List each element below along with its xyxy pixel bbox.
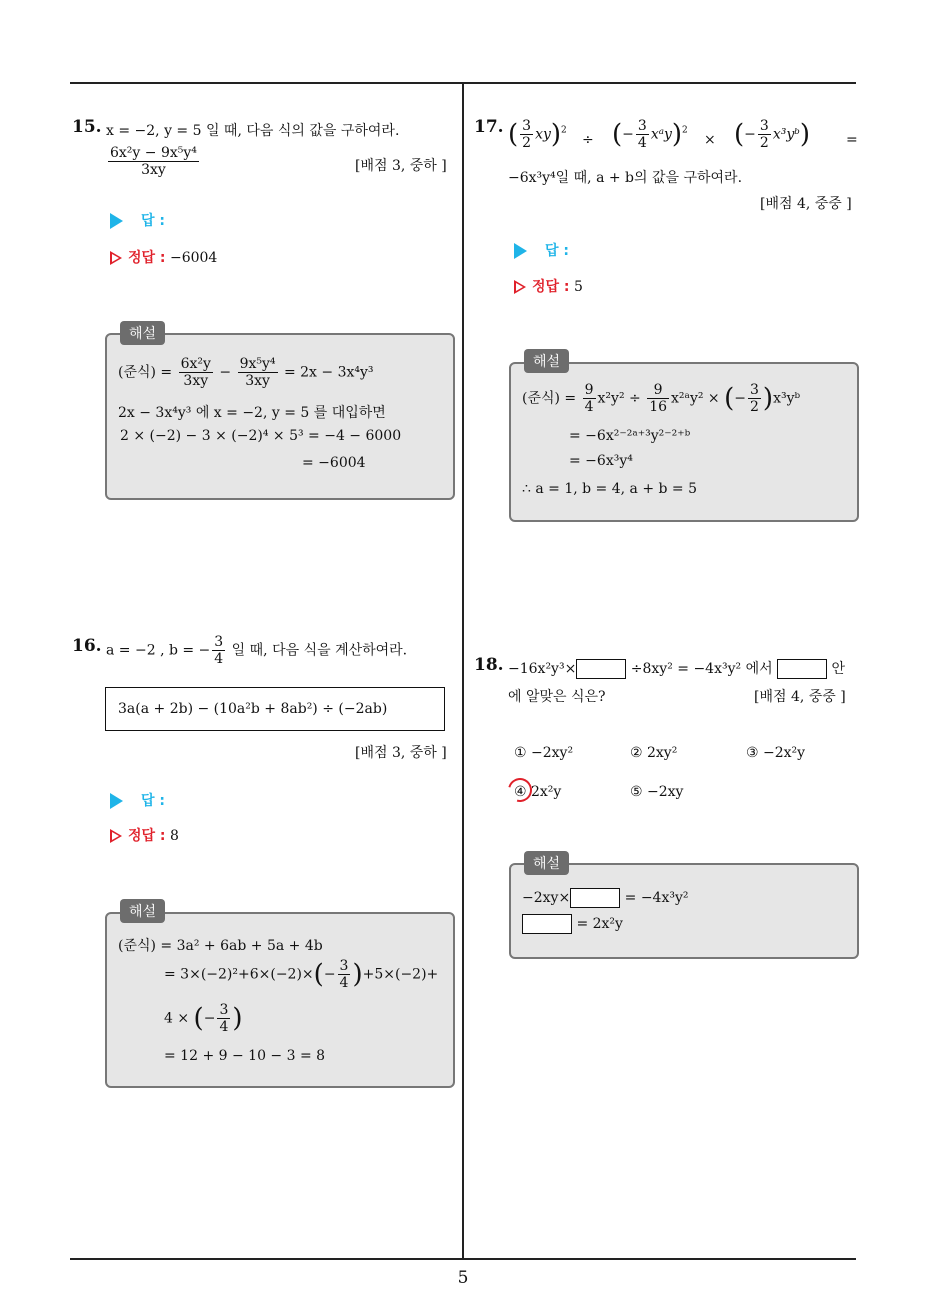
q18-option-3[interactable]: ③ −2x²y — [746, 745, 806, 761]
q18-number: 18. — [474, 655, 504, 675]
q15-sol-line2: 2x − 3x⁴y³ 에 x = −2, y = 5 를 대입하면 — [118, 405, 386, 421]
q15-solution-tag: 해설 — [120, 321, 165, 345]
q16-sol-line3: 4 × (− $\frac{3}{4}$ ) — [164, 1002, 243, 1036]
q17-mul: × — [704, 132, 716, 148]
correct-value: −6004 — [169, 250, 218, 266]
q15-number: 15. — [72, 117, 102, 137]
q16-number: 16. — [72, 636, 102, 656]
q17-sol-line3: = −6x³y⁴ — [569, 453, 633, 469]
q18-score: [배점 4, 중중 ] — [754, 689, 846, 705]
q17-sol-line4: ∴ a = 1, b = 4, a + b = 5 — [522, 481, 698, 497]
q16-text: a = −2 , b = − $\frac{3}{4}$ 일 때, 다음 식을 계산하여라. — [106, 634, 408, 668]
q17-text-line2: −6x³y⁴일 때, a + b의 값을 구하여라. — [508, 170, 743, 186]
answer-label: 답 : — [141, 793, 165, 809]
q16-score: [배점 3, 중하 ] — [355, 745, 447, 761]
answer-triangle-icon — [110, 213, 123, 229]
q16-expression: 3a(a + 2b) − (10a²b + 8ab²) ÷ (−2ab) — [118, 701, 388, 717]
q18-text-line2: 에 알맞은 식은? — [508, 689, 606, 705]
q17-term3: (− $\frac{3}{2}$ x³yᵇ) — [734, 118, 810, 152]
correct-label: 정답 : — [532, 279, 570, 295]
q15-answer — [110, 210, 165, 230]
correct-label: 정답 : — [128, 250, 166, 266]
correct-triangle-icon — [514, 280, 526, 294]
q17-solution-tag: 해설 — [524, 349, 569, 373]
q17-correct — [514, 276, 583, 296]
q15-expression — [106, 145, 201, 178]
correct-value: 5 — [573, 279, 583, 295]
answer-label: 답 : — [141, 213, 165, 229]
correct-triangle-icon — [110, 829, 122, 843]
q16-answer — [110, 790, 165, 810]
q18-option-4[interactable]: ④ 2x²y — [514, 784, 562, 800]
blank-box — [570, 888, 620, 908]
q17-eq: = — [846, 132, 858, 148]
q18-solution-box — [509, 863, 859, 959]
q17-number: 17. — [474, 117, 504, 137]
q16-sol-line1: (준식) = 3a² + 6ab + 5a + 4b — [118, 938, 323, 954]
q15-correct — [110, 247, 217, 267]
q15-frac-num: 6x²y − 9x⁵y⁴ — [110, 145, 197, 161]
q17-sol-line2: = −6x²⁻²ᵃ⁺³y²⁻²⁺ᵇ — [569, 428, 691, 444]
q18-text-line1: −16x²y³× ÷8xy² = −4x³y² 에서 안 — [508, 661, 846, 677]
blank-box — [576, 659, 626, 679]
q18-sol-line2: = 2x²y — [522, 914, 623, 934]
q15-sol-line3: 2 × (−2) − 3 × (−2)⁴ × 5³ = −4 − 6000 — [120, 428, 402, 444]
page-number: 5 — [457, 1268, 469, 1288]
blank-box — [777, 659, 827, 679]
q15-sol-line4: = −6004 — [302, 455, 366, 471]
answer-triangle-icon — [514, 243, 527, 259]
q17-sol-line1: (준식) = $\frac{9}{4}$ x²y² ÷ $\frac{9}{16}$ x²ᵃy² × (− $\frac{3}{2}$ )x³yᵇ — [522, 382, 801, 416]
q17-term2: (− $\frac{3}{4}$ xᵃy)$^2$ — [612, 118, 688, 152]
q15-frac-den: 3xy — [141, 162, 166, 179]
q16-solution-tag: 해설 — [120, 899, 165, 923]
q15-score: [배점 3, 중하 ] — [355, 158, 447, 174]
q16-correct — [110, 825, 179, 845]
q18-option-5[interactable]: ⑤ −2xy — [630, 784, 684, 800]
correct-value: 8 — [169, 828, 179, 844]
q17-div: ÷ — [582, 132, 594, 148]
q18-option-2[interactable]: ② 2xy² — [630, 745, 678, 761]
q17-score: [배점 4, 중중 ] — [760, 196, 852, 212]
blank-box — [522, 914, 572, 934]
q15-sol-line1: (준식) = $\frac{\text{6x²y}}{3xy}$ − $\frac{\text{9x⁵y⁴}}{3xy}$ = 2x − 3x⁴y³ — [118, 356, 374, 390]
q17-answer — [514, 240, 569, 260]
q18-option-1[interactable]: ① −2xy² — [514, 745, 574, 761]
q18-sol-line1: −2xy× = −4x³y² — [522, 890, 689, 906]
q18-solution-tag: 해설 — [524, 851, 569, 875]
correct-label: 정답 : — [128, 828, 166, 844]
selected-answer-circle-icon — [504, 774, 537, 807]
answer-label: 답 : — [545, 243, 569, 259]
answer-triangle-icon — [110, 793, 123, 809]
q16-sol-line2: = 3×(−2)²+6×(−2)×(− $\frac{3}{4}$ )+5×(−2)+ — [164, 958, 439, 992]
q17-text-line1: ( $\frac{3}{2}$ xy)$^2$ — [508, 118, 567, 152]
q15-text: x = −2, y = 5 일 때, 다음 식의 값을 구하여라. — [106, 123, 400, 139]
column-divider — [462, 84, 464, 1260]
q16-sol-line4: = 12 + 9 − 10 − 3 = 8 — [164, 1048, 326, 1064]
bottom-rule — [70, 1258, 856, 1260]
correct-triangle-icon — [110, 251, 122, 265]
